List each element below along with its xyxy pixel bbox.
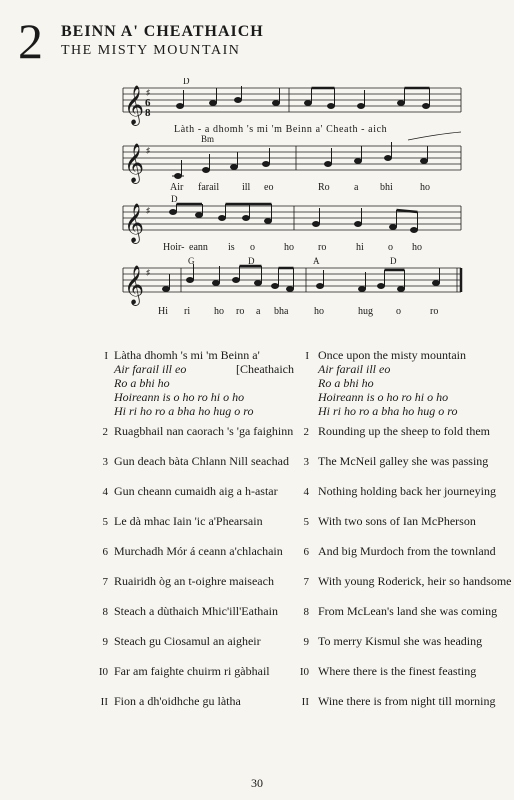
verse-number: I	[104, 350, 108, 362]
verse-english-line: Nothing holding back her journeying	[318, 484, 496, 498]
svg-text:ill: ill	[242, 182, 251, 193]
verse-number: 7	[102, 576, 108, 588]
treble-clef: 𝄞	[124, 145, 145, 182]
treble-clef: 𝄞	[124, 87, 145, 124]
verse-gaelic-refrain: Hoireann is o ho ro hi o ho	[114, 390, 245, 404]
verse-number: 6	[303, 546, 309, 558]
verse-gaelic-line: Gun cheann cumaidh aig a h-astar	[114, 484, 278, 498]
song-title-english: THE MISTY MOUNTAIN	[61, 43, 241, 58]
svg-text:G: G	[188, 256, 195, 266]
svg-text:ro: ro	[318, 242, 327, 253]
verse-english-line: To merry Kismul she was heading	[318, 634, 483, 648]
svg-text:Hi: Hi	[158, 306, 168, 317]
verse-english-line: Once upon the misty mountain	[318, 348, 466, 362]
verse-english-line: With two sons of Ian McPherson	[318, 514, 476, 528]
svg-text:a: a	[354, 182, 359, 193]
svg-text:ho: ho	[420, 182, 430, 193]
verse-gaelic-line: Gun deach bàta Chlann Nill seachad	[114, 454, 289, 468]
svg-text:bha: bha	[274, 306, 289, 317]
svg-text:o: o	[388, 242, 393, 253]
sharp-sign: ♯	[146, 146, 150, 155]
svg-text:Ro: Ro	[318, 182, 330, 193]
time-signature-top: 6	[145, 97, 151, 109]
svg-text:Air: Air	[170, 182, 184, 193]
svg-text:farail: farail	[198, 182, 220, 193]
verse-gaelic-line-tail: [Cheathaich	[236, 362, 294, 376]
verse-english-line: The McNeil galley she was passing	[318, 454, 489, 468]
page-number: 30	[251, 776, 263, 790]
time-signature-bottom: 8	[145, 107, 151, 119]
verse-english-refrain: Hi ri ho ro a bha ho hug o ro	[318, 404, 458, 418]
svg-text:ho: ho	[314, 306, 324, 317]
verse-number: 3	[303, 456, 309, 468]
verse-gaelic-line: Far am faighte chuirm ri gàbhail	[114, 664, 270, 678]
svg-text:hug: hug	[358, 306, 373, 317]
sharp-sign: ♯	[146, 88, 150, 97]
verse-number: 9	[102, 636, 108, 648]
verse-english-line: With young Roderick, heir so handsome	[318, 574, 512, 588]
svg-text:bhi: bhi	[380, 182, 393, 193]
verse-gaelic-refrain: Hi ri ho ro a bha ho hug o ro	[114, 404, 254, 418]
verse-gaelic-line: Steach gu Ciosamul an aigheir	[114, 634, 261, 648]
treble-clef: 𝄞	[124, 205, 145, 242]
verse-english-line: And big Murdoch from the townland	[318, 544, 496, 558]
verse-number: II	[301, 696, 309, 708]
sharp-sign: ♯	[146, 206, 150, 215]
chord-symbol: D	[171, 194, 178, 204]
svg-text:ro: ro	[236, 306, 245, 317]
verse-number: II	[100, 696, 108, 708]
verse-gaelic-refrain: Air farail ill eo	[114, 362, 187, 376]
chord-symbol: Bm	[201, 134, 215, 144]
svg-text:eann: eann	[189, 242, 208, 253]
svg-text:a: a	[256, 306, 261, 317]
svg-text:ho: ho	[214, 306, 224, 317]
treble-clef: 𝄞	[124, 267, 145, 304]
verse-number: 2	[303, 426, 309, 438]
verse-number: I0	[98, 666, 108, 678]
verse-english-line: Rounding up the sheep to fold them	[318, 424, 490, 438]
verse-number: 4	[102, 486, 108, 498]
svg-text:is: is	[228, 242, 235, 253]
svg-text:o: o	[396, 306, 401, 317]
verse-english-line: Wine there is from night till morning	[318, 694, 496, 708]
svg-text:D: D	[248, 256, 255, 266]
verse-gaelic-line: Ruairidh òg an t-oighre maiseach	[114, 574, 274, 588]
svg-text:ho: ho	[284, 242, 294, 253]
svg-text:D: D	[390, 256, 397, 266]
verse-gaelic-line: Fion a dh'oidhche gu làtha	[114, 694, 241, 708]
svg-text:o: o	[250, 242, 255, 253]
sharp-sign: ♯	[146, 268, 150, 277]
verse-number: I0	[299, 666, 309, 678]
svg-text:ho: ho	[412, 242, 422, 253]
verse-gaelic-line: Steach a dùthaich Mhic'ill'Eathain	[114, 604, 278, 618]
verse-gaelic-line: Làtha dhomh 's mi 'm Beinn a'	[114, 348, 260, 362]
svg-text:hi: hi	[356, 242, 364, 253]
verse-number: 2	[102, 426, 108, 438]
verse-gaelic-line: Le dà mhac Iain 'ic a'Phearsain	[114, 514, 263, 528]
verse-number: 5	[303, 516, 309, 528]
verse-gaelic-refrain: Ro a bhi ho	[114, 376, 170, 390]
verse-number: 8	[303, 606, 309, 618]
verse-number: 5	[102, 516, 108, 528]
verse-english-refrain: Hoireann is o ho ro hi o ho	[318, 390, 449, 404]
verse-number: 9	[303, 636, 309, 648]
svg-text:Hoir-: Hoir-	[163, 242, 185, 253]
verse-number: 3	[102, 456, 108, 468]
verse-english-line: From McLean's land she was coming	[318, 604, 498, 618]
verse-english-line: Where there is the finest feasting	[318, 664, 477, 678]
svg-text:eo: eo	[264, 182, 274, 193]
svg-text:A: A	[313, 256, 320, 266]
chord-symbol: D	[183, 78, 190, 86]
song-number: 2	[18, 13, 43, 69]
verse-number: 7	[303, 576, 309, 588]
song-title-gaelic: BEINN A' CHEATHAICH	[61, 23, 264, 40]
svg-text:ro: ro	[430, 306, 439, 317]
svg-text:ri: ri	[184, 306, 191, 317]
verse-number: I	[305, 350, 309, 362]
verse-number: 6	[102, 546, 108, 558]
verse-gaelic-line: Ruagbhail nan caorach 's 'ga faighinn	[114, 424, 294, 438]
verse-gaelic-line: Murchadh Mór á ceann a'chlachain	[114, 544, 283, 558]
lyrics-system-1: Làth - a dhomh 's mi 'm Beinn a' Cheath - aich	[174, 124, 388, 135]
verse-number: 4	[303, 486, 309, 498]
verse-english-refrain: Ro a bhi ho	[318, 376, 374, 390]
verse-english-refrain: Air farail ill eo	[318, 362, 391, 376]
verse-number: 8	[102, 606, 108, 618]
